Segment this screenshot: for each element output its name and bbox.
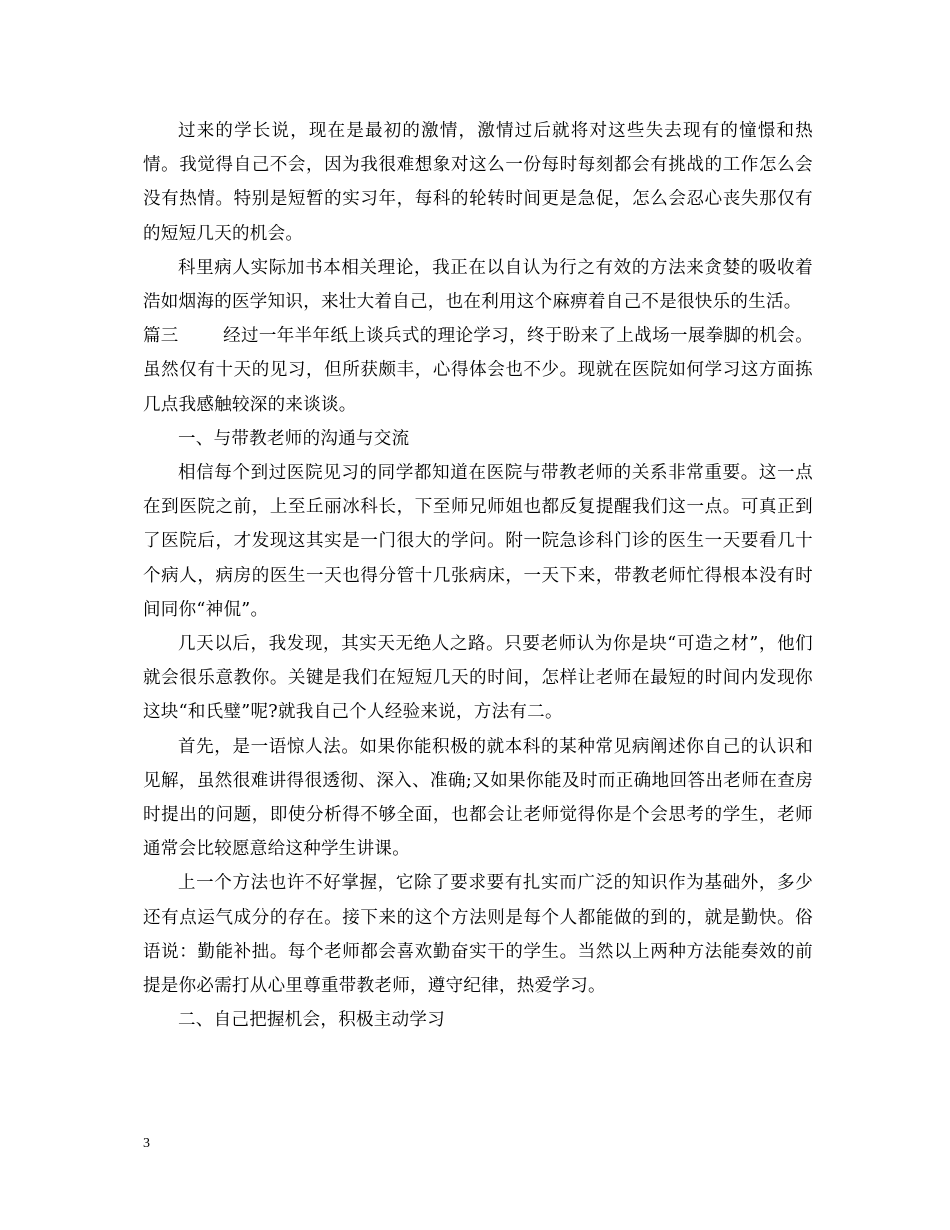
paragraph-8: 上一个方法也许不好掌握，它除了要求要有扎实而广泛的知识作为基础外，多少还有点运气成分的存在。接下来的这个方法则是每个人都能做的到的，就是勤快。俗语说：勤能补拙。每个老师都会喜欢勤奋实干的学生。当然以上两种方法能奏效的前提是你必需打从心里尊重带教老师，遵守纪律，热爱学习。 [143,873,813,997]
paragraph-5: 相信每个到过医院见习的同学都知道在医院与带教老师的关系非常重要。这一点在到医院之前，上至丘丽冰科长，下至师兄师姐也都反复提醒我们这一点。可真正到了医院后，才发现这其实是一门很大的学问。附一院急诊科门诊的医生一天要看几十个病人，病房的医生一天也得分管十几张病床，一天下来，带教老师忙得根本没有时间同你“神侃”。 [143,463,813,620]
section-heading-1: 一、与带教老师的沟通与交流 [178,428,410,449]
paragraph-3 [143,319,813,422]
page-number: 3 [143,1136,150,1151]
paragraph-1: 过来的学长说，现在是最初的激情，激情过后就将对这些失去现有的憧憬和热情。我觉得自己不会，因为我很难想象对这么一份每时每刻都会有挑战的工作怎么会没有热情。特别是短暂的实习年，每科的轮转时间更是急促，怎么会忍心丧失那仅有的短短几天的机会。 [143,121,813,244]
paragraph-3-text: 经过一年半年纸上谈兵式的理论学习，终于盼来了上战场一展拳脚的机会。虽然仅有十天的见习，但所获颇丰，心得体会也不少。现就在医院如何学习这方面拣几点我感触较深的来谈谈。 [143,326,813,415]
section-heading-2: 二、自己把握机会，积极主动学习 [178,1010,445,1031]
paragraph-2: 科里病人实际加书本相关理论，我正在以自认为行之有效的方法来贪婪的吸收着浩如烟海的医学知识，来壮大着自己，也在利用这个麻痹着自己不是很快乐的生活。 [143,257,813,313]
paragraph-6: 几天以后，我发现，其实天无绝人之路。只要老师认为你是块“可造之材”，他们就会很乐意教你。关键是我们在短短几天的时间，怎样让老师在最短的时间内发现你这块“和氏璧”呢?就我自己个人经验来说，方法有二。 [143,634,813,723]
body-text [143,114,813,1037]
section-label: 篇三 [143,326,179,347]
paragraph-7: 首先，是一语惊人法。如果你能积极的就本科的某种常见病阐述你自己的认识和见解，虽然很难讲得很透彻、深入、准确;又如果你能及时而正确地回答出老师在查房时提出的问题，即使分析得不够全面，也都会让老师觉得你是个会思考的学生，老师通常会比较愿意给这种学生讲课。 [143,736,813,860]
